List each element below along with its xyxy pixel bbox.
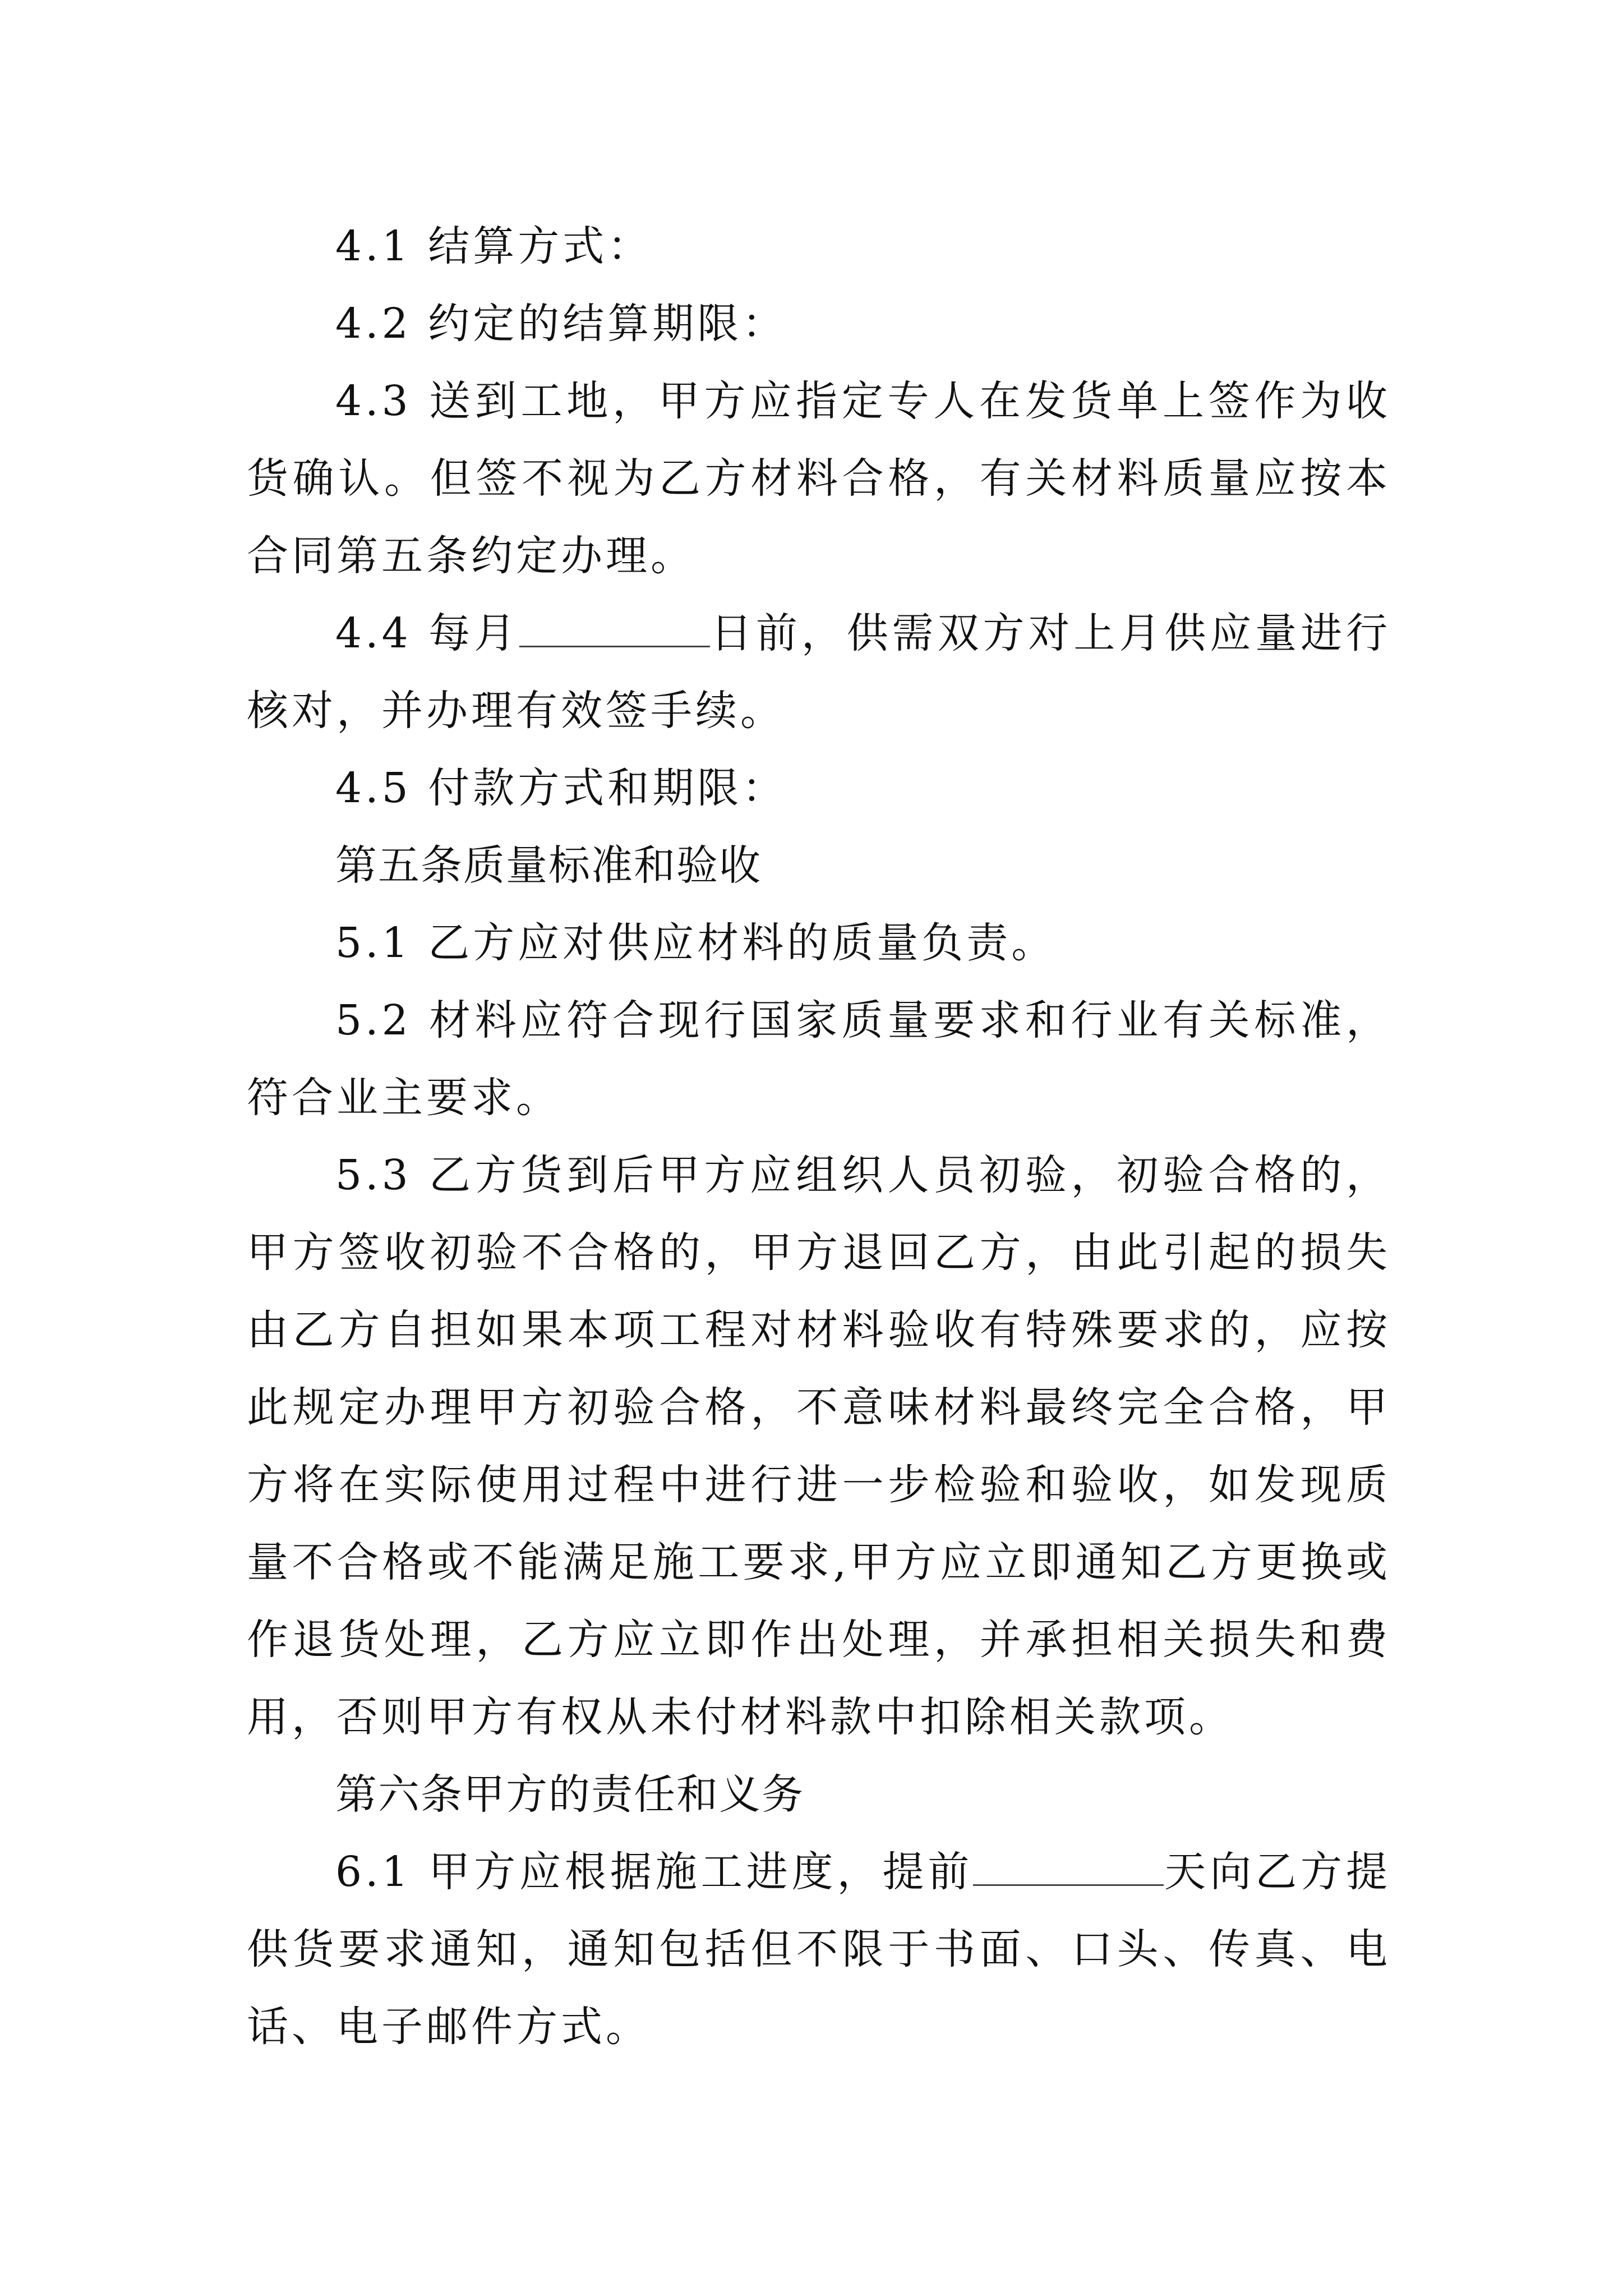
clause-5-3: 5.3 乙方货到后甲方应组织人员初验，初验合格的，甲方签收初验不合格的，甲方退回乙方，由此引起的损失由乙方自担如果本项工程对材料验收有特殊要求的，应按此规定办理甲方初验合格，不意味材料最终完全合格，甲方将在实际使用过程中进行进一步检验和验收，如发现质量不合格或不能满足施工要求,甲方应立即通知乙方更换或作退货处理，乙方应立即作出处理，并承担相关损失和费用，否则甲方有权从未付材料款中扣除相关款项。	[247, 1151, 1391, 1741]
document-body	[247, 208, 1391, 2065]
clause-4-3: 4.3 送到工地，甲方应指定专人在发货单上签作为收货确认。但签不视为乙方材料合格，有关材料质量应按本合同第五条约定办理。	[247, 377, 1391, 580]
section-heading-5: 第五条质量标准和验收	[335, 841, 762, 890]
clause-6-1-before: 6.1 甲方应根据施工进度，提前	[335, 1848, 974, 1896]
clause-6-1	[247, 1833, 1391, 2065]
clause-5-1: 5.1 乙方应对供应材料的质量负责。	[335, 919, 1057, 967]
clause-4-4	[247, 595, 1391, 749]
clause-4-1: 4.1 结算方式：	[335, 222, 653, 270]
clause-4-4-before: 4.4 每月	[335, 609, 520, 657]
clause-4-5: 4.5 付款方式和期限：	[335, 764, 787, 812]
clause-5-2: 5.2 材料应符合现行国家质量要求和行业有关标准，符合业主要求。	[247, 996, 1391, 1122]
section-heading-6: 第六条甲方的责任和义务	[335, 1770, 804, 1819]
clause-4-2: 4.2 约定的结算期限：	[335, 300, 787, 348]
fill-in-blank	[519, 606, 710, 647]
clause-4-4-after: 日前，供需双方对上月供应量进行核对，并办理有效签手续。	[247, 609, 1391, 735]
fill-in-blank	[973, 1845, 1164, 1886]
clause-6-1-after: 天向乙方提供货要求通知，通知包括但不限于书面、口头、传真、电话、电子邮件方式。	[247, 1848, 1391, 2051]
